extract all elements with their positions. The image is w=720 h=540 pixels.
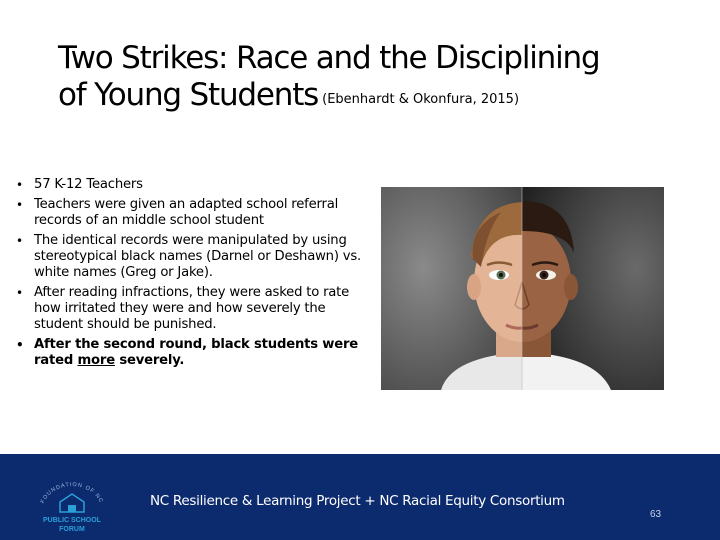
bullet-text-after: severely. [114,353,185,368]
split-face-illustration [381,187,664,390]
bullet-dot: • [16,234,23,248]
bullet-text [34,337,358,368]
title-line-2 [58,77,698,118]
bullet-dot: • [16,338,24,352]
bullet-dot: • [16,178,23,192]
title-line-1: Two Strikes: Race and the Disciplining [58,40,600,76]
bullet-text: The identical records were manipulated by using stereotypical black names (Darnel or Deshawn) vs. white names (Greg or Jake). [34,233,362,280]
footer-text: NC Resilience & Learning Project + NC Racial Equity Consortium [150,493,565,509]
bullet-item [16,285,372,333]
logo-arc-text: FOUNDATION OF NC [39,482,105,505]
bullet-dot: • [16,286,23,300]
bullet-text: 57 K-12 Teachers [34,177,143,192]
title-citation: (Ebenhardt & Okonfura, 2015) [322,92,520,107]
bullet-text: After reading infractions, they were asked to rate how irritated they were and how severely the student should be punished. [34,285,350,332]
page-number: 63 [650,509,662,520]
slide-title [58,40,698,118]
bullet-emphasis: more [77,353,115,368]
bullet-text: Teachers were given an adapted school referral records of an middle school student [34,197,339,228]
logo-line-1: PUBLIC SCHOOL [43,517,101,524]
bullet-item-conclusion [16,337,372,369]
bullet-item [16,233,372,281]
bullet-item [16,197,372,229]
footer-bar [0,454,720,540]
split-face-photo [381,187,664,390]
logo-line-2: FORUM [59,526,85,533]
title-line-2-text: of Young Students [58,77,319,113]
public-school-forum-logo [30,482,114,534]
bullet-text-before: After the second round, black students were rated [34,337,359,368]
bullet-dot: • [16,198,23,212]
bullet-item [16,177,372,193]
logo-graphic [30,482,114,534]
bullet-list [16,177,372,373]
